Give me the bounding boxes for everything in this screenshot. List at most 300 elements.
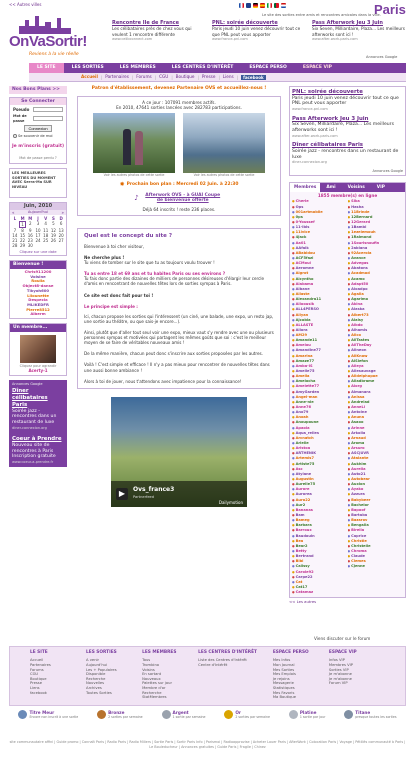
left-sidebar (9, 86, 67, 467)
top-ad-1[interactable]: Rencontre Ile de France Les célibataires près de chez vous qui veulent 1 rencontre différente www.celibconnect.com (112, 20, 192, 41)
online-member-name: Cjenne (351, 564, 365, 569)
footer-link[interactable]: Je m'abonne (328, 676, 352, 681)
pseudo-input[interactable] (33, 107, 63, 112)
tab-voisins[interactable]: Voisins (347, 184, 365, 190)
tab-vip[interactable]: VIP (376, 184, 385, 190)
footer-link[interactable]: Nouvelles (86, 681, 105, 686)
top-ad-3[interactable]: Pass Afterwork Jeu 3 Juin Six Seven, Milliardaire, Plaza... Les meilleurs afterworks sont ici ! www.after-work-paris.com (312, 20, 405, 41)
footer-link[interactable]: Toutes Sorties (86, 690, 112, 695)
back-link[interactable]: << Autres villes (9, 2, 42, 7)
footer-link[interactable]: Recherche (86, 676, 106, 681)
calendar-day[interactable]: 17 (35, 232, 41, 238)
footer-column (198, 650, 273, 668)
badge-name: Argent (172, 710, 189, 715)
welcome-member[interactable]: Chris911200 (24, 268, 52, 274)
online-member-name: Alldelphopoe (351, 374, 378, 379)
online-member-name: Amelocha (295, 379, 316, 384)
calendar-day[interactable]: 12 (50, 227, 56, 233)
right-ad-1-body: Paris jeudi 10 juin venez découvrir tout ce que PNL peut vous apporter (292, 95, 399, 107)
member-status-icon: ● (292, 584, 295, 589)
member-status-icon: ● (292, 554, 295, 559)
footer-link[interactable]: Infos VIP (328, 658, 345, 663)
footer-link[interactable]: En sortant (142, 672, 162, 677)
online-member-name: Calissy (295, 564, 310, 569)
calendar-day[interactable]: 20 (58, 232, 64, 238)
footer-link[interactable]: Mes Favoris (272, 690, 295, 695)
footer-link[interactable]: Boutique (30, 676, 47, 681)
member-status-icon: ● (347, 225, 351, 230)
online-member-name: AJcobia (295, 317, 311, 322)
online-member[interactable] (348, 564, 404, 569)
member-status-icon: ● (347, 471, 351, 476)
online-member-name: Ano79 (295, 410, 309, 415)
nav-les-membres[interactable]: LES MEMBRES (119, 65, 156, 71)
footer-link[interactable]: Voisins (142, 667, 155, 672)
calendar-day[interactable]: 3 (36, 220, 40, 226)
online-member-name: Bartaba (351, 512, 368, 517)
online-member-name: Bazarov (351, 518, 368, 523)
footer-link[interactable]: Nouveaux (142, 676, 161, 681)
flag-de-icon[interactable] (253, 3, 258, 8)
online-member-name: Agarimo (351, 297, 369, 302)
online-member-name: Atalante (351, 456, 369, 461)
right-ad-2[interactable] (292, 116, 403, 139)
welcome-member[interactable]: Pierre8512 (26, 306, 50, 312)
calendar-day (11, 221, 19, 228)
concept-p7: Le principe est simple : (84, 303, 138, 309)
calendar-day-header: S (51, 215, 55, 221)
calendar-day[interactable]: 26 (50, 237, 56, 243)
play-icon[interactable]: ▶ (116, 488, 128, 500)
right-column (289, 86, 406, 605)
online-member-name: Alcyntho (295, 276, 314, 281)
badge-icon (162, 710, 171, 719)
online-member-name: Aurorea (295, 492, 312, 497)
footer-link[interactable]: Archives (86, 686, 102, 691)
members-online (289, 182, 406, 598)
badge-name: Platine (299, 710, 317, 715)
calendar-day[interactable]: 10 (35, 227, 41, 233)
calendar-day[interactable]: 8 (21, 227, 24, 233)
footer-column (86, 650, 142, 695)
footer-link[interactable]: Forums (30, 667, 44, 672)
member-status-icon: ● (292, 399, 295, 404)
footer-link[interactable]: Mes Emplois (272, 672, 296, 677)
online-member-name: Auxion (351, 482, 366, 487)
online-member-name: Aukhim (351, 461, 367, 466)
member-status-icon: ● (292, 461, 295, 466)
calendar-day[interactable]: 23 (27, 237, 33, 243)
outing-photo-2[interactable] (183, 113, 265, 177)
member-status-icon: ● (292, 389, 295, 394)
online-member-name: Bameg (295, 518, 310, 523)
welcome-member[interactable]: Despecia (28, 297, 48, 303)
partner-heading[interactable]: Patron d'établissement, devenez Partenaire OVS et accueillez-nous ! (91, 86, 267, 91)
left-ads-by[interactable]: Annonces Google (12, 382, 43, 387)
login-box (9, 97, 67, 165)
concept-p6: Ce site est donc fait pour toi ! (84, 292, 154, 298)
subnav-accueil[interactable]: Accueil (81, 74, 98, 80)
footer (9, 646, 406, 706)
footer-link[interactable]: Messagerie (272, 681, 294, 686)
facebook-button[interactable]: facebook (243, 74, 264, 80)
right-ads-by[interactable]: Annonces Google (372, 168, 403, 173)
flag-it-icon[interactable] (267, 3, 272, 8)
flag-fr-icon[interactable] (239, 3, 244, 8)
online-member-name: Albane (295, 286, 310, 291)
nav-espace-vip[interactable]: ESPACE VIP (302, 65, 332, 71)
nav-les-sorties[interactable]: LES SORTIES (71, 65, 104, 71)
badge-icon (18, 710, 27, 719)
footer-link[interactable]: Forum VIP (328, 681, 348, 686)
online-member-name: ALLASTE (295, 322, 314, 327)
calendar-day[interactable]: 4 (44, 220, 47, 226)
top-ad-2[interactable]: PNL: soirée découverte Paris jeudi 10 juin venez découvrir tout ce que PNL peut vous apporter www.france-pnl.com (212, 20, 301, 41)
footer-link[interactable]: Accueil (30, 658, 44, 663)
left-ad-2[interactable] (12, 436, 64, 464)
remember-label: Se souvenir de moi (18, 134, 53, 138)
online-member-name: Albert73 (351, 312, 369, 317)
footer-link[interactable]: Ma Boutique (272, 695, 297, 700)
member-status-icon: ● (347, 399, 351, 404)
online-member-name: Alico (351, 333, 361, 338)
calendar-day[interactable]: 22 (20, 237, 26, 243)
member-photo[interactable] (20, 335, 56, 363)
calendar-day[interactable]: 27 (58, 237, 64, 243)
subnav-partenaires[interactable]: Partenaires (105, 74, 129, 80)
online-member-name: ALL4PERSO (295, 307, 319, 312)
tab-membres[interactable]: Membres (290, 183, 320, 192)
footer-link[interactable]: Aujourd'hui (86, 662, 108, 667)
calendar-day-header: V (44, 215, 48, 221)
remember-checkbox[interactable] (13, 134, 17, 138)
right-ad-1[interactable] (292, 89, 403, 112)
member-name[interactable]: Acerty-1 (28, 368, 48, 374)
badge-legend (9, 710, 406, 719)
password-label: Mot de passe (13, 114, 27, 123)
online-member-name: Arinne (351, 425, 365, 430)
online-member-name: Antoine (351, 410, 367, 415)
footer-link[interactable]: Liste des Centres d'Intérêt (198, 658, 247, 663)
member-status-icon: ● (292, 225, 295, 230)
online-member-name: Arnaud (351, 435, 366, 440)
member-status-icon: ● (292, 548, 295, 553)
badge-description: 1 sortie par jour (299, 715, 326, 720)
bon-plan-line[interactable]: Prochain bon plan : Mercredi 02 Juin. à 22:30 (126, 182, 239, 188)
online-member-name: Amandine77 (295, 348, 321, 353)
calendar-day[interactable]: 7 (13, 227, 17, 233)
online-member-name: 12Bernard (351, 214, 373, 219)
left-ad-2-body: Nouveau site de rencontres à Paris Inscription gratuite (12, 443, 56, 460)
subnav-sep: | (131, 74, 134, 80)
calendar-day[interactable]: 25 (43, 237, 49, 243)
badge-item (97, 710, 143, 719)
promo-banner[interactable] (9, 168, 67, 198)
member-status-icon: ● (292, 374, 295, 379)
online-member-name: 4Jack (295, 235, 307, 240)
pseudo-label: Pseudo (13, 107, 30, 113)
footer-link[interactable]: facebook (30, 690, 47, 695)
online-member-name: Aliaste (295, 291, 310, 296)
welcome-member[interactable]: Roulia (31, 278, 45, 284)
subnav-liens[interactable]: Liens (222, 74, 234, 80)
online-member[interactable] (292, 590, 348, 595)
welcome-member[interactable]: Alberm (30, 311, 46, 317)
footer-link[interactable]: Tous (142, 658, 151, 663)
member-status-icon: ● (292, 533, 295, 538)
online-member-name: Aurore (295, 487, 310, 492)
tab-ami[interactable]: Ami (326, 184, 336, 190)
welcome-member[interactable]: Tikyoh600 (26, 287, 50, 293)
calendar-day[interactable]: 16 (27, 232, 33, 238)
member-status-icon: ● (347, 363, 351, 368)
promo-text: LES MEILLEURES SORTIES DU MOMENT AVEC Serra-Ma SUR NIVEAU (12, 171, 56, 189)
member-status-icon: ● (347, 327, 351, 332)
online-member-name: Bapoof (351, 507, 366, 512)
concept-box (77, 228, 281, 389)
logo[interactable] (9, 14, 87, 62)
footer-link[interactable]: Centre d'Intérêt (198, 662, 228, 667)
subnav-boutique[interactable]: Boutique (175, 74, 195, 80)
online-member-name: 92Acerola (351, 250, 372, 255)
online-member-name: Alabama (295, 281, 314, 286)
flag-es-icon[interactable] (260, 3, 265, 8)
member-status-icon: ● (347, 405, 351, 410)
online-member-name: Cat17 (295, 584, 308, 589)
left-ad-1[interactable] (12, 388, 64, 430)
member-status-icon: ● (292, 302, 295, 307)
forum-line[interactable]: Viens discuter sur le forum (314, 636, 371, 641)
language-flags[interactable] (239, 3, 286, 8)
online-count: 1855 membre(s) en ligne (317, 193, 378, 199)
outing-photo-1[interactable] (93, 113, 175, 177)
online-member-name: 11Brinde (351, 209, 370, 214)
online-member-name: ASCJUVR (351, 451, 369, 456)
footer-link[interactable]: Palettes sur jour (142, 681, 173, 686)
member-status-icon: ● (292, 348, 295, 353)
online-member-name: Carole92 (295, 569, 314, 574)
footer-link[interactable]: StatMembres (142, 695, 167, 700)
welcome-member[interactable]: Object8-danse (22, 283, 54, 289)
calendar-day[interactable]: 28 (12, 242, 18, 248)
member-status-icon: ● (292, 497, 295, 502)
footer-link[interactable]: Recherche (142, 690, 162, 695)
calendar-day[interactable]: 29 (20, 242, 26, 248)
online-member-name: Bea (295, 538, 304, 543)
member-status-icon: ● (292, 420, 295, 425)
calendar-grid (10, 215, 66, 249)
calendar-prev-icon[interactable]: « (12, 209, 15, 215)
member-status-icon: ● (347, 466, 351, 471)
member-status-icon: ● (347, 343, 351, 348)
member-status-icon: ● (347, 497, 351, 502)
concept-p5: Tu fais donc partie des dizaines de milliers de personnes désireuses d'élargir leur cercle d'amis en rencontrant de nouvelles têtes lors de sorties sympas à Paris. (84, 276, 265, 287)
flag-nl-icon[interactable] (281, 3, 286, 8)
member-status-icon: ● (292, 410, 295, 415)
footer-link[interactable]: CGU (30, 672, 39, 677)
badge-name: Or (235, 710, 241, 715)
calendar-day[interactable]: 30 (27, 242, 33, 248)
footer-links[interactable]: site communautaire affini | Guide promo | Connaît Paris | Radio Paris | Radio Miliers | Sortie Paris | Sortir Paris Info | Parismoi | Radioapprovise | Acheter Louer Paris | AfterWork | Colocation Paris | Voyage | Pétillés communauté à Paris | Le Bouleducheur | Annonces gratuites | Guide Paris | Fragile | Chinez (9, 740, 406, 750)
online-member-name: Aroma (351, 441, 365, 446)
footer-link[interactable]: Membre d'or (142, 686, 166, 691)
footer-link[interactable]: Mon Journal (272, 662, 295, 667)
footer-link[interactable]: Partenaires (30, 662, 51, 667)
footer-link[interactable]: Membres VIP (328, 662, 353, 667)
online-member-name: Alloousik (295, 302, 315, 307)
flag-uk-icon[interactable] (246, 3, 251, 8)
online-member-name: Amelia (295, 374, 310, 379)
badge-description: Encore non inscrit à une sortie (29, 715, 79, 720)
calendar-day[interactable]: 15 (20, 232, 26, 238)
online-member-name: Alaisy (351, 317, 364, 322)
calendar-today-link[interactable]: Aujourd'hui (28, 210, 48, 215)
member-status-icon: ● (347, 415, 351, 420)
subnav-sep: | (197, 74, 199, 80)
calendar-day[interactable]: 14 (12, 232, 18, 238)
calendar-day[interactable]: 6 (59, 220, 63, 226)
online-member-name: Bibi (295, 559, 304, 564)
online-member-name: Catamaz (295, 590, 314, 595)
member-status-icon: ● (347, 322, 351, 327)
online-member-name: Caprice (351, 533, 367, 538)
calendar-day[interactable]: 19 (50, 232, 56, 238)
member-status-icon: ● (292, 317, 295, 322)
password-input[interactable] (33, 116, 63, 121)
footer-link[interactable]: Disponible (86, 672, 106, 677)
calendar-day[interactable]: 21 (12, 237, 18, 243)
online-member-name: ABabidou (295, 250, 315, 255)
right-ad-3[interactable] (292, 142, 403, 165)
forgot-password-link[interactable]: Mot de passe perdu ? (19, 156, 57, 161)
calendar-day[interactable]: 18 (43, 232, 49, 238)
footer-link[interactable]: Statistiques (272, 686, 295, 691)
video-player[interactable] (111, 397, 247, 507)
nav-centres[interactable]: LES CENTRES D'INTÉRÊT (171, 65, 234, 71)
left-ad-1-body: Soirée jazz - rencontres dans un restaurant de luxe (12, 408, 57, 426)
member-status-icon: ● (292, 322, 295, 327)
footer-link[interactable]: Les + Populaires (86, 667, 117, 672)
member-status-icon: ● (292, 471, 295, 476)
member-status-icon: ● (347, 302, 351, 307)
member-status-icon: ● (347, 204, 351, 209)
subnav-sep: | (171, 74, 173, 80)
flag-pt-icon[interactable] (274, 3, 279, 8)
calendar-day[interactable]: 2 (29, 220, 32, 226)
others-link[interactable]: << Les autres (289, 599, 317, 605)
online-member-name: Amaze77 (295, 358, 315, 363)
footer-link[interactable]: A venir (86, 658, 100, 663)
member-status-icon: ● (347, 312, 351, 317)
connect-button[interactable]: Connexion (24, 125, 51, 132)
bons-plans-link[interactable]: Nos Bons Plans >> (9, 86, 67, 94)
footer-link[interactable]: Je m'abonne (328, 672, 352, 677)
member-status-icon: ● (292, 523, 295, 528)
online-member-name: Allyan (295, 312, 309, 317)
concept-p2: Ne cherche plus ! (84, 254, 125, 260)
member-status-icon: ● (292, 384, 295, 389)
online-member-name: 1ezelemouh (351, 230, 376, 235)
member-status-icon: ● (292, 579, 295, 584)
member-caption: Cliquez pour agrandir (19, 363, 57, 368)
online-member-name: Bam (295, 512, 305, 517)
badge-icon (224, 710, 233, 719)
subnav-sep: | (218, 74, 220, 80)
logo-text: OnVaSortir! (9, 33, 87, 50)
footer-link[interactable]: Presse (30, 681, 42, 686)
welcome-member[interactable]: MLIKEDFR (27, 301, 49, 307)
calendar-next-icon[interactable]: » (61, 209, 64, 215)
subnav-presse[interactable]: Presse (201, 74, 216, 80)
footer-link[interactable]: Sorties VIP (328, 667, 349, 672)
online-member-name: Aqua_relles (295, 430, 320, 435)
member-status-icon: ● (347, 379, 351, 384)
footer-link[interactable]: Liens (30, 686, 40, 691)
member-status-icon: ● (347, 209, 351, 214)
member-status-icon: ● (347, 250, 351, 255)
nav-espace-perso[interactable]: ESPACE PERSO (249, 65, 287, 71)
footer-link[interactable]: Trombino (142, 662, 160, 667)
footer-link[interactable]: Mes Sorties (272, 667, 295, 672)
online-member-name: Allora (295, 327, 308, 332)
subnav-cgu[interactable]: CGU (159, 74, 169, 80)
photo-1-caption: Voir les autres photos de cette sortie (103, 173, 165, 178)
online-member-name: Amba-IS (295, 363, 313, 368)
badge-name: Titane (355, 710, 371, 715)
online-member-name: ACMoul (295, 261, 311, 266)
online-member-name: Arkolia (351, 430, 366, 435)
online-member-name: AAfalk (295, 245, 309, 250)
member-status-icon: ● (347, 533, 351, 538)
member-status-icon: ● (292, 435, 295, 440)
member-status-icon: ● (292, 492, 295, 497)
photo-2-caption: Voir les autres photos de cette sortie (193, 173, 255, 178)
calendar-day[interactable]: 9 (29, 227, 32, 233)
member-status-icon: ● (347, 219, 351, 224)
login-title: Se Connecter (10, 98, 66, 106)
member-status-icon: ● (292, 343, 295, 348)
member-status-icon: ● (292, 502, 295, 507)
sub-nav (29, 73, 406, 82)
online-member-name: Carpe22 (295, 574, 313, 579)
calendar-day[interactable]: 5 (52, 220, 55, 226)
online-member-name: Alhamis (351, 327, 368, 332)
online-member-name: Allesauvage (351, 369, 376, 374)
calendar-day[interactable]: 24 (35, 237, 41, 243)
left-ad-1-url: diner-connexion.org (12, 425, 47, 430)
member-status-icon: ● (292, 559, 295, 564)
online-member-name: 001artmobile (295, 209, 323, 214)
welcome-member[interactable]: Voisine (30, 273, 46, 279)
signup-link[interactable]: Je m'inscris (gratuit) (11, 144, 65, 150)
member-status-icon: ● (292, 466, 295, 471)
member-status-icon: ● (292, 312, 295, 317)
subnav-forums[interactable]: Forums (136, 74, 152, 80)
member-status-icon: ● (347, 307, 351, 312)
ads-by-label[interactable]: Annonces Google (366, 55, 398, 59)
calendar-day[interactable]: 11 (43, 227, 49, 233)
nav-le-site[interactable]: LE SITE (29, 63, 64, 73)
calendar-day[interactable]: 13 (58, 227, 64, 233)
concept-p8: Ici, chacun propose les sorties qui l'intéressent (un ciné, une balade, une expo, un resto jap, une sortie au théâtre, ou que sais-je encore...). (84, 313, 274, 324)
welcome-member[interactable]: Lilounette (27, 292, 49, 298)
afterwork-link[interactable]: Afterwork OVS - à GUAI Coupe de bienvenue offerte (145, 192, 221, 204)
right-ads (289, 86, 406, 176)
footer-link[interactable]: Je rejoins (272, 676, 290, 681)
calendar-day[interactable]: 1 (19, 221, 27, 228)
member-status-icon: ● (347, 348, 351, 353)
footer-link[interactable]: Mes Infos (272, 658, 291, 663)
